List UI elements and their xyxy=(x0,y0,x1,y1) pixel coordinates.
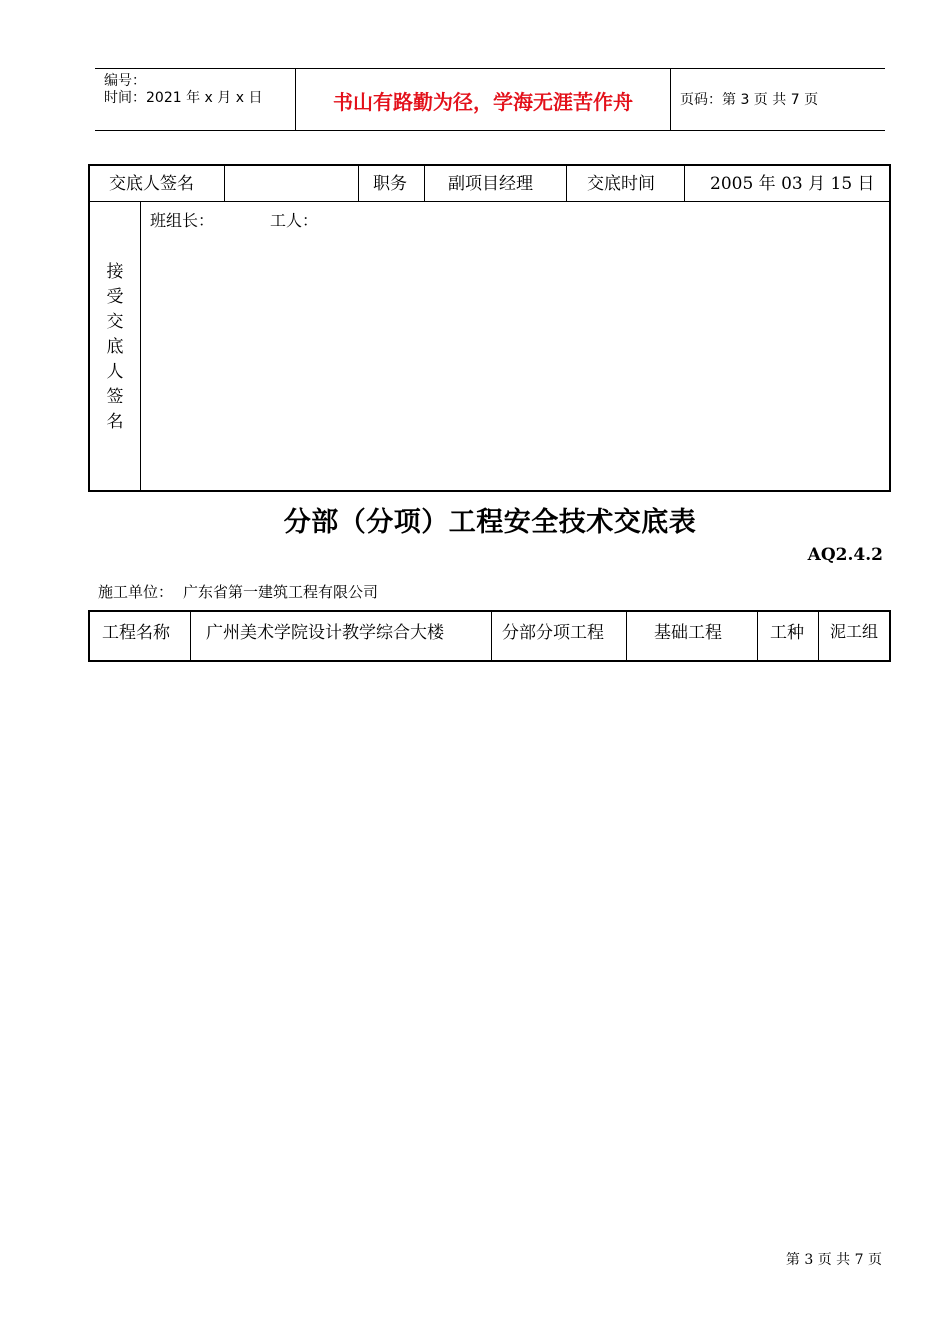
receiver-label-cell xyxy=(90,202,141,492)
receiver-signature-area[interactable] xyxy=(150,208,319,231)
divider xyxy=(491,612,492,660)
header-page-info: 页码：第 3 页 共 7 页 xyxy=(680,92,819,108)
project-name-label: 工程名称 xyxy=(102,623,170,643)
receiver-label-char: 接 xyxy=(106,262,124,282)
document-code: AQ2.4.2 xyxy=(807,545,883,565)
divider xyxy=(358,166,359,201)
trade-label: 工种 xyxy=(770,623,804,643)
page-header xyxy=(95,68,885,131)
receiver-label-char: 受 xyxy=(106,287,124,307)
construction-unit xyxy=(98,581,378,602)
unit-value: 广东省第一建筑工程有限公司 xyxy=(183,583,379,601)
worker-label: 工人： xyxy=(270,211,319,230)
project-name-value: 广州美术学院设计教学综合大楼 xyxy=(206,623,444,643)
divider xyxy=(190,612,191,660)
footer-page-number: 第 3 页 共 7 页 xyxy=(785,1252,882,1268)
divider xyxy=(626,612,627,660)
position-label: 职务 xyxy=(373,174,407,194)
trade-value: 泥工组 xyxy=(830,622,879,641)
signature-header-row xyxy=(90,166,889,202)
number-label: 编号： xyxy=(104,73,146,89)
divider xyxy=(684,166,685,201)
team-leader-label: 班组长： xyxy=(150,211,215,230)
divider xyxy=(224,166,225,201)
receiver-label-char: 签 xyxy=(106,387,124,407)
motto: 书山有路勤为径，学海无涯苦作舟 xyxy=(333,90,633,114)
document-title: 分部（分项）工程安全技术交底表 xyxy=(283,507,697,538)
header-motto-cell xyxy=(295,69,671,130)
header-page-cell xyxy=(670,69,885,130)
sub-project-label: 分部分项工程 xyxy=(502,623,604,643)
header-meta-cell xyxy=(95,69,295,130)
time-label: 交底时间 xyxy=(587,174,655,194)
receiver-label-char: 名 xyxy=(106,412,124,432)
divider xyxy=(566,166,567,201)
divider xyxy=(757,612,758,660)
divider xyxy=(424,166,425,201)
receiver-label xyxy=(90,260,140,435)
unit-label: 施工单位： xyxy=(98,583,174,601)
divider xyxy=(818,612,819,660)
discloser-label: 交底人签名 xyxy=(109,174,194,194)
signature-table xyxy=(88,164,891,492)
sub-project-value: 基础工程 xyxy=(654,623,722,643)
project-table xyxy=(88,610,891,662)
receiver-label-char: 底 xyxy=(106,337,124,357)
receiver-label-char: 人 xyxy=(106,362,124,382)
position-value: 副项目经理 xyxy=(448,174,533,194)
receiver-label-char: 交 xyxy=(106,312,124,332)
time-value: 2005 年 03 月 15 日 xyxy=(710,174,875,194)
time-label: 时间：2021 年 x 月 x 日 xyxy=(104,90,263,106)
